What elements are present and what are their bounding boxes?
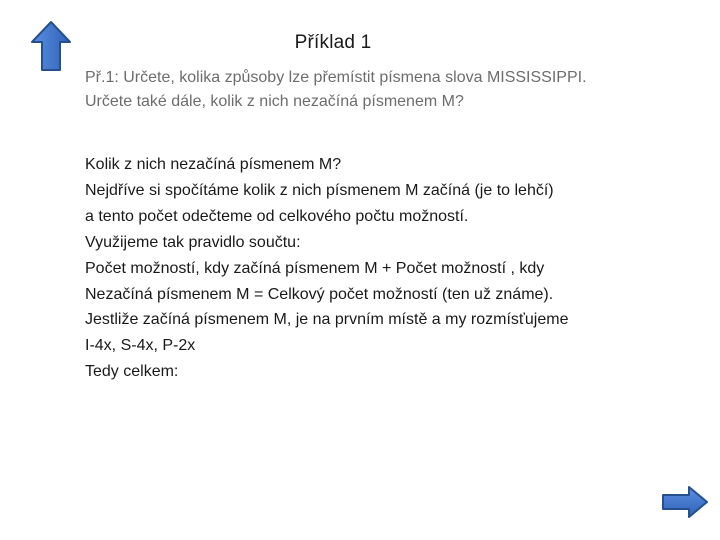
solution-line: Počet možností, kdy začíná písmenem M + Počet možností , kdy xyxy=(85,259,545,277)
slide-title: Příklad 1 xyxy=(294,32,372,53)
solution-line: Nejdříve si spočítáme kolik z nich písmenem M začíná (je to lehčí) xyxy=(85,181,554,199)
solution-line: Využijeme tak pravidlo součtu: xyxy=(85,233,301,251)
solution-line: a tento počet odečteme od celkového počtu možností. xyxy=(85,207,469,225)
solution-line: Nezačíná písmenem M = Celkový počet možností (ten už známe). xyxy=(85,285,554,303)
assignment-line: Určete také dále, kolik z nich nezačíná písmenem M? xyxy=(85,93,464,110)
assignment-text xyxy=(85,66,685,114)
assignment-line: Př.1: Určete, kolika způsoby lze přemístit písmena slova MISSISSIPPI. xyxy=(85,69,587,86)
solution-line: I-4x, S-4x, P-2x xyxy=(85,337,196,355)
solution-line: Jestliže začíná písmenem M, je na prvním místě a my rozmísťujeme xyxy=(85,311,569,329)
next-button[interactable] xyxy=(661,485,709,519)
right-arrow-icon xyxy=(661,485,709,519)
solution-text xyxy=(85,152,685,385)
solution-line: Kolik z nich nezačíná písmenem M? xyxy=(85,156,342,173)
solution-line: Tedy celkem: xyxy=(85,363,179,381)
